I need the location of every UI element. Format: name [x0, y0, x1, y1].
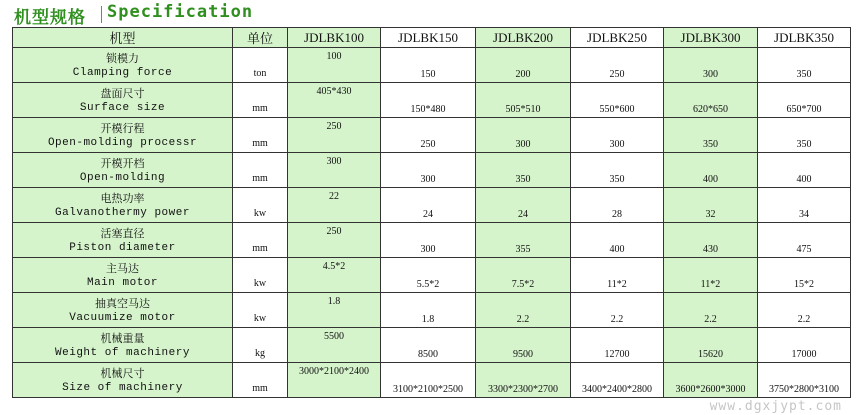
title-chinese: 机型规格 — [14, 8, 86, 28]
value-text: 32 — [705, 209, 716, 220]
value-text: 2.2 — [516, 314, 530, 325]
value-cell — [571, 118, 664, 153]
value-text: 9500 — [513, 349, 533, 360]
param-name-chinese: 开模开档 — [100, 156, 145, 170]
value-cell — [758, 153, 851, 188]
value-text: 400 — [796, 174, 812, 185]
value-cell — [758, 83, 851, 118]
table-row — [13, 293, 851, 328]
value-cell — [758, 293, 851, 328]
param-name-chinese: 盘面尺寸 — [100, 86, 145, 100]
value-cell — [571, 188, 664, 223]
value-text: 5500 — [324, 331, 344, 342]
value-text: 1.8 — [421, 314, 435, 325]
value-text: 150*480 — [410, 104, 446, 115]
unit-cell — [233, 293, 288, 328]
table-row — [13, 83, 851, 118]
table-row — [13, 363, 851, 398]
unit-cell — [233, 188, 288, 223]
value-cell — [381, 118, 476, 153]
value-text: 7.5*2 — [511, 279, 535, 290]
unit-text: mm — [252, 172, 268, 184]
value-text: 2.2 — [797, 314, 811, 325]
value-text: 24 — [423, 209, 433, 220]
unit-text: kw — [253, 312, 267, 324]
value-text: 300 — [420, 244, 436, 255]
value-cell — [476, 118, 571, 153]
header-row — [13, 28, 851, 48]
value-cell — [476, 153, 571, 188]
value-text: 100 — [326, 51, 342, 62]
value-cell — [381, 188, 476, 223]
value-cell — [664, 258, 758, 293]
param-name-english: Open-molding — [79, 171, 166, 184]
value-text: 475 — [796, 244, 812, 255]
unit-text: mm — [252, 242, 268, 254]
value-text: 300 — [326, 156, 342, 167]
table-row — [13, 188, 851, 223]
value-text: 350 — [796, 69, 812, 80]
value-cell — [288, 118, 381, 153]
unit-cell — [233, 153, 288, 188]
value-text: 3300*2300*2700 — [488, 384, 558, 395]
value-cell — [758, 118, 851, 153]
header-model: JDLBK250 — [571, 28, 664, 48]
param-name-chinese: 电热功率 — [100, 191, 145, 205]
table-row — [13, 118, 851, 153]
title-bar — [0, 0, 856, 26]
value-text: 505*510 — [505, 104, 541, 115]
value-text: 15620 — [698, 349, 723, 360]
title-divider — [101, 6, 102, 23]
param-label-cell — [13, 83, 233, 118]
param-name-english: Galvanothermy power — [55, 206, 190, 219]
value-text: 11*2 — [700, 279, 721, 290]
value-cell — [381, 328, 476, 363]
value-text: 3100*2100*2500 — [393, 384, 463, 395]
value-text: 300 — [703, 69, 718, 80]
value-cell — [571, 328, 664, 363]
unit-cell — [233, 223, 288, 258]
value-text: 200 — [515, 69, 531, 80]
value-cell — [476, 293, 571, 328]
value-cell — [288, 48, 381, 83]
value-cell — [381, 363, 476, 398]
table-row — [13, 328, 851, 363]
value-cell — [664, 328, 758, 363]
value-cell — [476, 363, 571, 398]
value-cell — [758, 223, 851, 258]
value-cell — [381, 223, 476, 258]
value-cell — [664, 83, 758, 118]
value-cell — [664, 363, 758, 398]
value-text: 22 — [329, 191, 339, 202]
param-name-english: Surface size — [79, 101, 166, 114]
value-text: 24 — [518, 209, 528, 220]
table-row — [13, 48, 851, 83]
param-label-cell — [13, 223, 233, 258]
value-text: 11*2 — [607, 279, 627, 290]
param-name-chinese: 锁模力 — [106, 51, 139, 65]
value-text: 620*650 — [693, 104, 728, 115]
value-cell — [288, 293, 381, 328]
value-text: 430 — [703, 244, 718, 255]
param-name-chinese: 机械尺寸 — [100, 366, 145, 380]
param-label-cell — [13, 48, 233, 83]
unit-text: mm — [252, 102, 268, 114]
value-cell — [664, 188, 758, 223]
param-label-cell — [13, 363, 233, 398]
param-name-chinese: 抽真空马达 — [95, 296, 150, 310]
header-unit: 单位 — [233, 28, 288, 48]
title-english: Specification — [107, 2, 254, 22]
value-text: 355 — [515, 244, 531, 255]
value-text: 5.5*2 — [416, 279, 440, 290]
value-text: 17000 — [791, 349, 817, 360]
header-model: JDLBK100 — [288, 28, 381, 48]
param-label-cell — [13, 293, 233, 328]
param-name-english: Size of machinery — [62, 381, 183, 394]
param-label-cell — [13, 328, 233, 363]
value-text: 300 — [420, 174, 436, 185]
value-cell — [664, 48, 758, 83]
specification-table — [12, 27, 851, 398]
unit-text: kg — [255, 347, 265, 359]
value-cell — [571, 258, 664, 293]
value-cell — [664, 223, 758, 258]
value-text: 15*2 — [794, 279, 814, 290]
value-cell — [758, 188, 851, 223]
unit-text: mm — [252, 382, 268, 394]
value-text: 400 — [703, 174, 718, 185]
param-name-chinese: 主马达 — [106, 261, 139, 275]
value-cell — [381, 48, 476, 83]
value-text: 350 — [609, 174, 625, 185]
unit-cell — [233, 328, 288, 363]
param-label-cell — [13, 153, 233, 188]
unit-cell — [233, 363, 288, 398]
value-cell — [381, 153, 476, 188]
value-text: 2.2 — [610, 314, 624, 325]
param-name-english: Clamping force — [72, 66, 173, 79]
header-model: JDLBK200 — [476, 28, 571, 48]
header-model: JDLBK150 — [381, 28, 476, 48]
value-cell — [758, 328, 851, 363]
value-text: 350 — [796, 139, 812, 150]
value-cell — [288, 363, 381, 398]
unit-text: kw — [253, 277, 267, 289]
value-cell — [381, 258, 476, 293]
value-cell — [381, 83, 476, 118]
param-name-english: Open-molding processr — [47, 136, 198, 149]
value-cell — [664, 118, 758, 153]
param-name-chinese: 机械重量 — [100, 331, 145, 345]
value-cell — [288, 153, 381, 188]
value-cell — [476, 83, 571, 118]
value-text: 3600*2600*3000 — [675, 384, 746, 395]
value-text: 12700 — [604, 349, 630, 360]
value-cell — [476, 48, 571, 83]
watermark: www.dgxjypt.com — [709, 399, 842, 414]
value-text: 34 — [799, 209, 809, 220]
value-text: 3400*2400*2800 — [582, 384, 652, 395]
param-label-cell — [13, 258, 233, 293]
value-cell — [381, 293, 476, 328]
value-text: 150 — [420, 69, 436, 80]
value-text: 350 — [703, 139, 718, 150]
table-row — [13, 223, 851, 258]
value-text: 4.5*2 — [322, 261, 346, 272]
value-cell — [288, 83, 381, 118]
value-cell — [288, 258, 381, 293]
value-cell — [288, 223, 381, 258]
param-name-english: Vacuumize motor — [69, 311, 176, 324]
value-cell — [571, 293, 664, 328]
value-cell — [758, 48, 851, 83]
value-text: 550*600 — [599, 104, 635, 115]
value-text: 3750*2800*3100 — [769, 384, 839, 395]
value-text: 8500 — [418, 349, 438, 360]
value-cell — [288, 328, 381, 363]
value-text: 1.8 — [327, 296, 341, 307]
value-cell — [571, 363, 664, 398]
unit-text: ton — [253, 67, 267, 79]
header-model: JDLBK300 — [664, 28, 758, 48]
param-name-english: Weight of machinery — [55, 346, 190, 359]
unit-cell — [233, 118, 288, 153]
value-text: 405*430 — [316, 86, 352, 97]
value-cell — [476, 223, 571, 258]
value-cell — [571, 153, 664, 188]
value-text: 250 — [326, 121, 342, 132]
param-name-chinese: 活塞直径 — [100, 226, 145, 240]
value-cell — [664, 153, 758, 188]
unit-cell — [233, 48, 288, 83]
value-cell — [571, 223, 664, 258]
value-cell — [571, 83, 664, 118]
param-name-english: Piston diameter — [69, 241, 176, 254]
value-cell — [288, 188, 381, 223]
unit-cell — [233, 83, 288, 118]
value-cell — [571, 48, 664, 83]
unit-text: mm — [252, 137, 268, 149]
value-text: 250 — [609, 69, 625, 80]
value-cell — [476, 258, 571, 293]
value-cell — [476, 328, 571, 363]
value-text: 250 — [420, 139, 436, 150]
header-model: JDLBK350 — [758, 28, 851, 48]
table-row — [13, 153, 851, 188]
param-name-chinese: 开模行程 — [100, 121, 145, 135]
value-text: 400 — [609, 244, 625, 255]
value-text: 3000*2100*2400 — [299, 366, 369, 377]
unit-text: kw — [253, 207, 267, 219]
value-text: 250 — [326, 226, 342, 237]
header-param: 机型 — [13, 28, 233, 48]
table-row — [13, 258, 851, 293]
param-name-english: Main motor — [86, 276, 158, 289]
unit-cell — [233, 258, 288, 293]
value-text: 2.2 — [704, 314, 717, 325]
value-cell — [758, 363, 851, 398]
param-label-cell — [13, 118, 233, 153]
value-text: 28 — [612, 209, 622, 220]
value-text: 300 — [515, 139, 531, 150]
value-cell — [758, 258, 851, 293]
value-text: 650*700 — [786, 104, 822, 115]
value-cell — [476, 188, 571, 223]
param-label-cell — [13, 188, 233, 223]
value-text: 350 — [515, 174, 531, 185]
value-cell — [664, 293, 758, 328]
value-text: 300 — [609, 139, 625, 150]
